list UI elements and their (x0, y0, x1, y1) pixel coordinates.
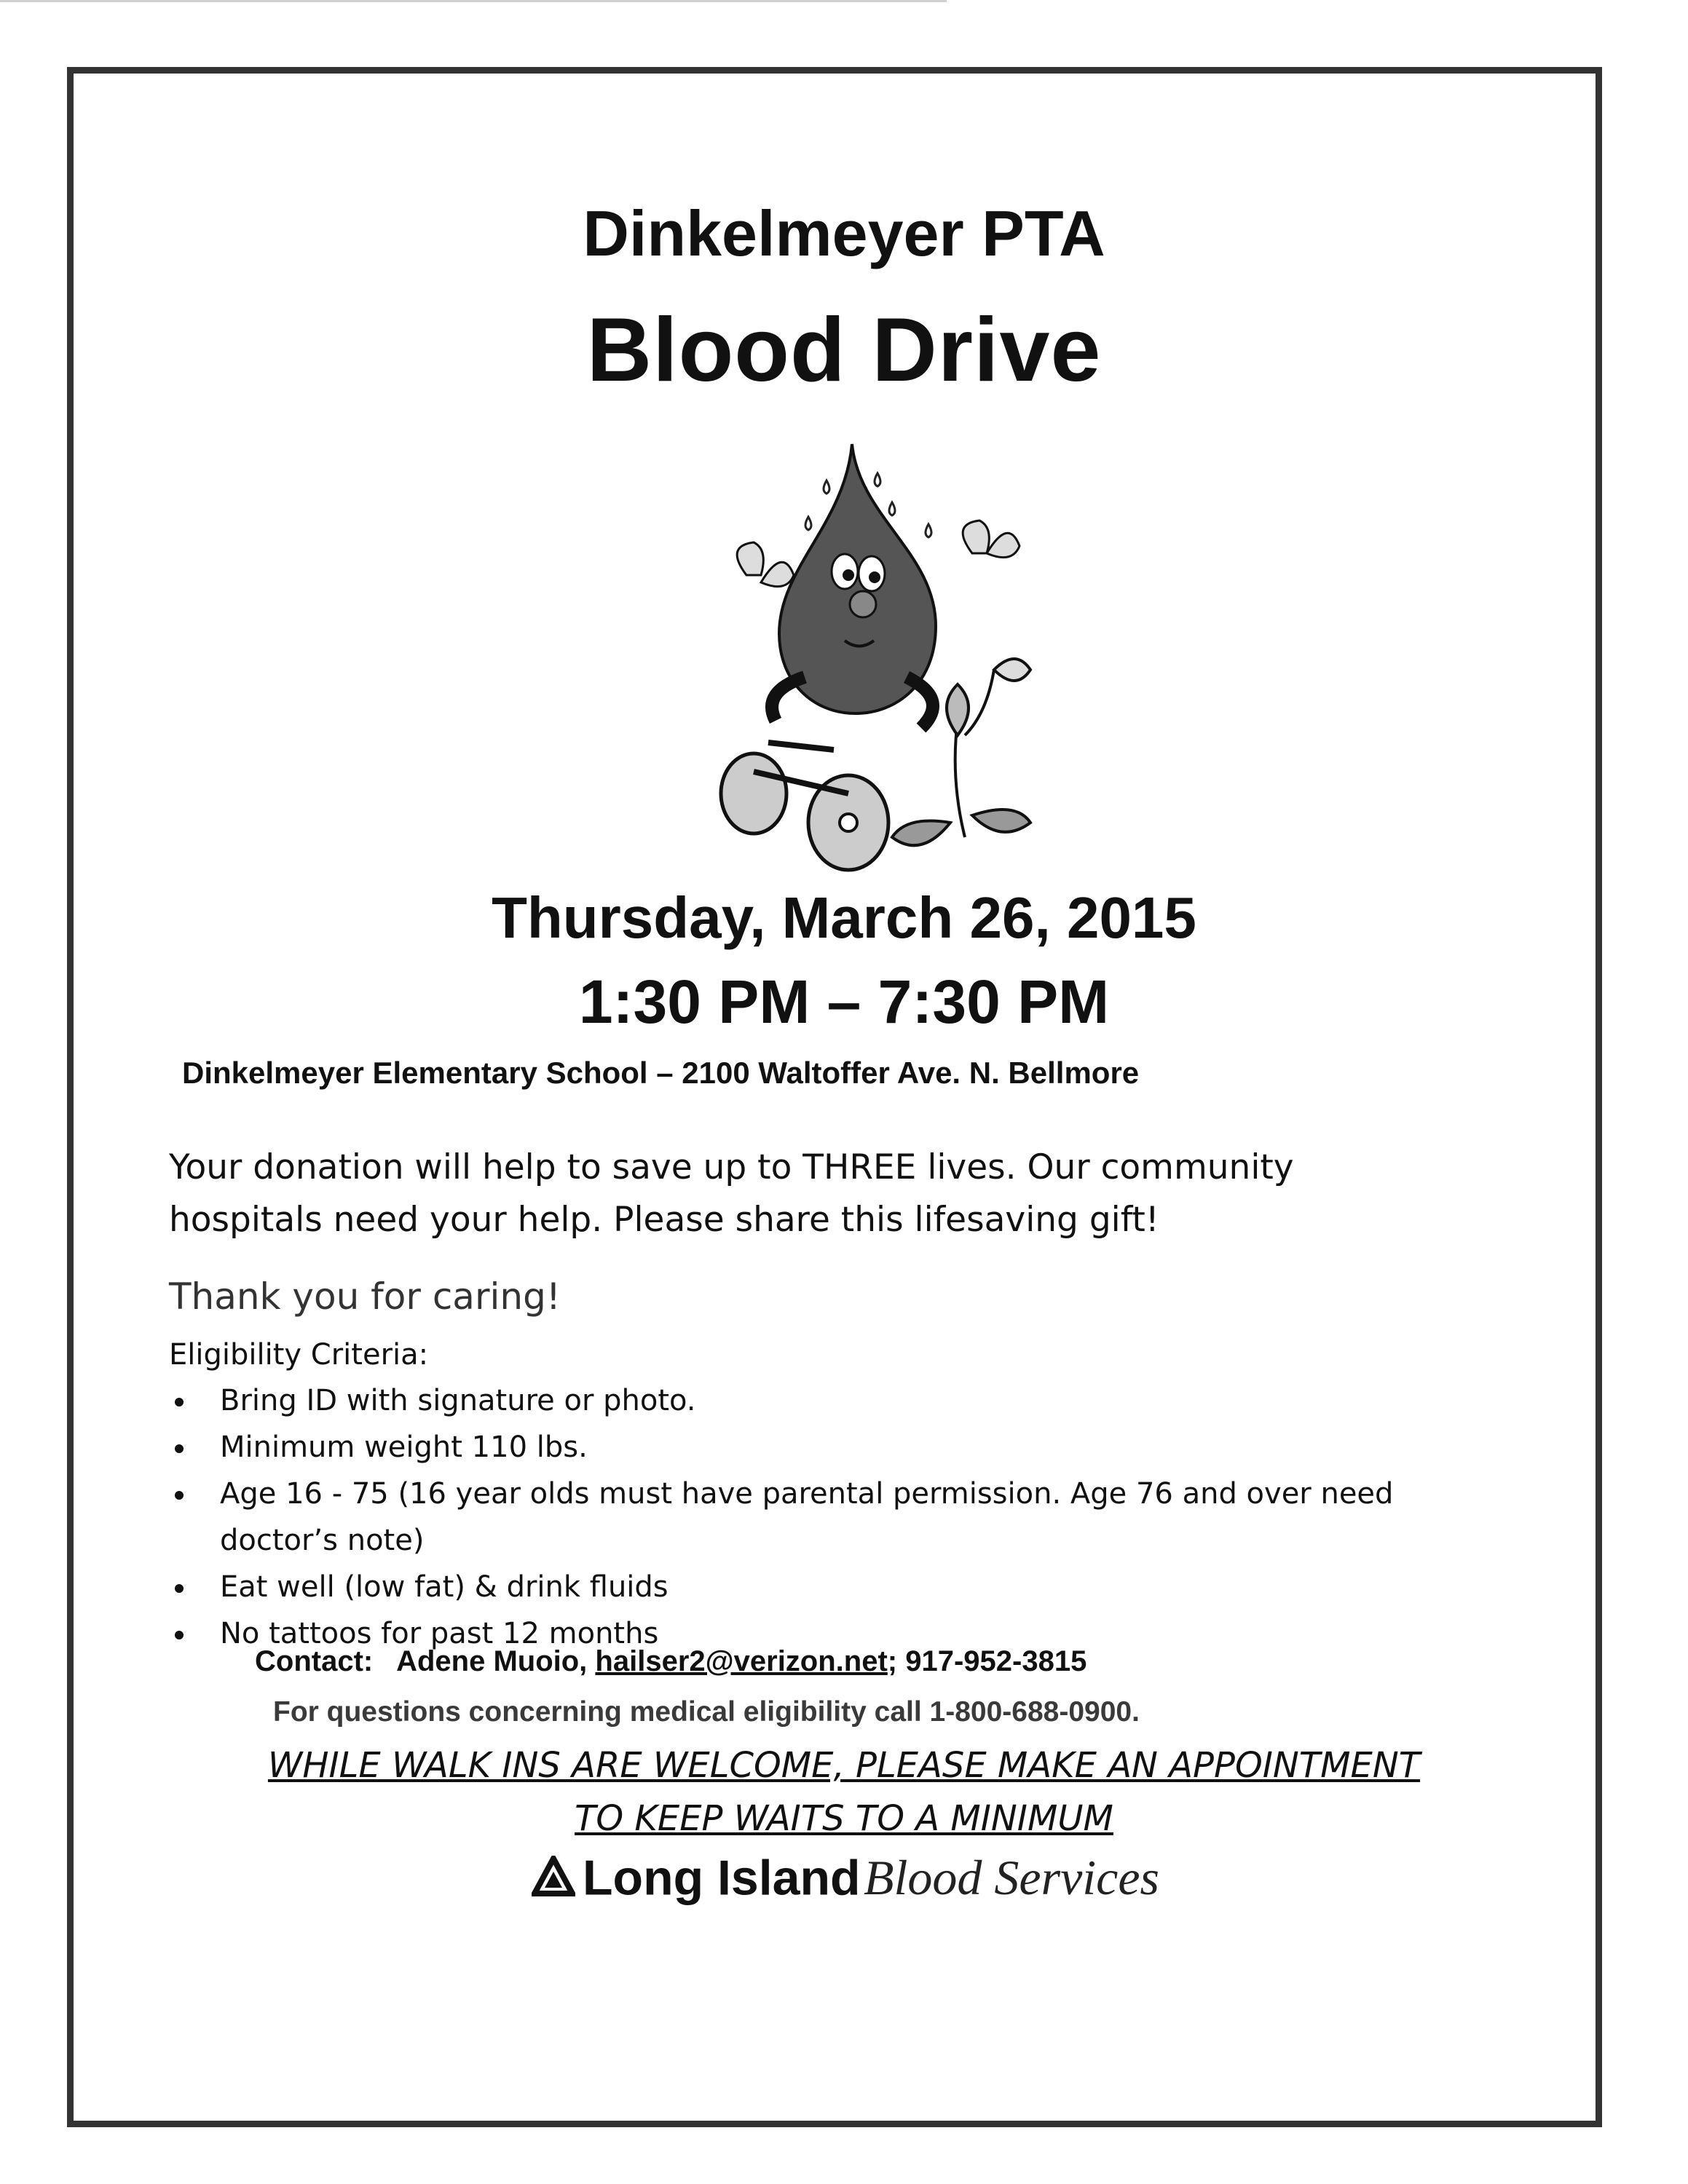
donation-line-1: Your donation will help to save up to THREE lives. Our community (169, 1147, 1294, 1187)
event-time: 1:30 PM – 7:30 PM (578, 968, 1110, 1036)
questions-line: For questions concerning medical eligibility call 1-800-688-0900. (273, 1696, 1140, 1728)
contact-line (255, 1645, 1086, 1678)
triangle-logo-icon (532, 1856, 575, 1900)
appointment-notice-line-1: WHILE WALK INS ARE WELCOME, PLEASE MAKE AN APPOINTMENT (267, 1745, 1421, 1786)
sponsor-name-bold: Long Island (583, 1850, 861, 1906)
donation-paragraph (169, 1142, 1516, 1246)
event-date: Thursday, March 26, 2015 (492, 885, 1196, 950)
eligibility-list (169, 1377, 1480, 1657)
bullet-icon (175, 1491, 184, 1500)
bullet-icon (175, 1584, 184, 1593)
appointment-notice-line-2: TO KEEP WAITS TO A MINIMUM (575, 1798, 1113, 1839)
list-item: Eat well (low fat) & drink fluids (169, 1564, 1480, 1610)
bullet-icon (175, 1444, 184, 1453)
contact-phone: ; 917-952-3815 (887, 1645, 1087, 1677)
blood-drop-mascot-illustration (703, 430, 1038, 885)
contact-name: Adene Muoio, (396, 1645, 588, 1677)
donation-line-2: hospitals need your help. Please share this lifesaving gift! (169, 1200, 1159, 1240)
list-item: No tattoos for past 12 months (169, 1610, 1480, 1657)
organization-title: Dinkelmeyer PTA (583, 197, 1105, 269)
scan-edge-line (0, 0, 947, 2)
sponsor-name-rest: Blood Services (864, 1850, 1159, 1905)
list-item: Minimum weight 110 lbs. (169, 1424, 1480, 1471)
thank-you-text: Thank you for caring! (169, 1275, 561, 1318)
list-item: Age 16 - 75 (16 year olds must have parental permission. Age 76 and over need doctor’s note) (169, 1471, 1480, 1564)
bullet-icon (175, 1398, 184, 1406)
sponsor-logo (532, 1849, 1159, 1907)
bullet-icon (175, 1631, 184, 1639)
contact-email-link[interactable]: hailser2@verizon.net (595, 1645, 888, 1677)
list-item: Bring ID with signature or photo. (169, 1377, 1480, 1424)
event-title: Blood Drive (586, 300, 1102, 400)
eligibility-heading: Eligibility Criteria: (169, 1338, 429, 1372)
contact-label: Contact: (255, 1645, 374, 1677)
event-location: Dinkelmeyer Elementary School – 2100 Waltoffer Ave. N. Bellmore (182, 1056, 1140, 1090)
